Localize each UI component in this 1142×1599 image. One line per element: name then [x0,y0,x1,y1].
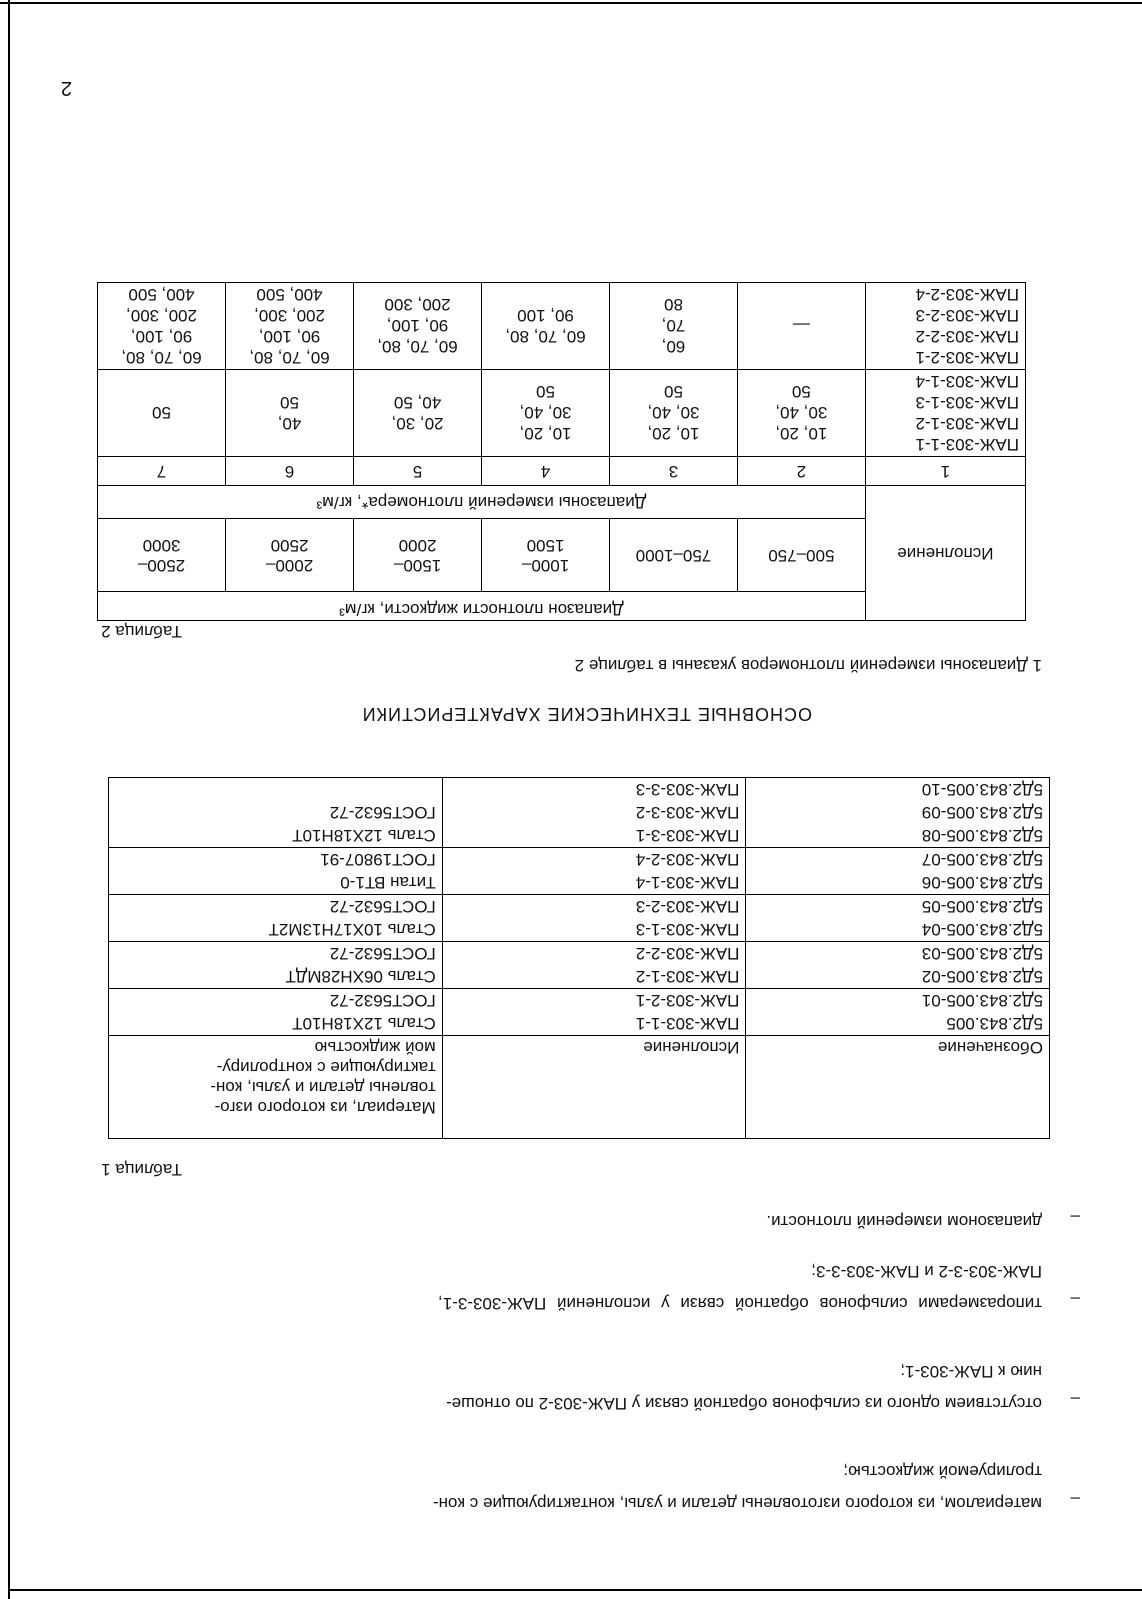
note-line: 1 Диапазоны измерений плотномеров указаны в таблице 2 [574,656,1042,675]
bullet-line: отсутствием одного из сильфонов обратной связи у ПАЖ-303-2 по отноше- [446,1394,1042,1413]
table2 [97,282,1026,621]
col-number: 4 [482,457,610,486]
table-cell: Титан ВТ1-0 [109,871,443,895]
range-cell: 2000– 2500 [226,519,354,592]
header-line: мой жидкостью [314,1038,436,1057]
table2-caption: Таблица 2 [101,622,182,641]
range-cell: 750–1000 [610,519,738,592]
page-number: 2 [60,77,72,99]
bullet-line: нию к ПАЖ-303-1; [900,1362,1042,1381]
table-cell: ПАЖ-303-3-1 [442,824,746,848]
table-cell: Сталь 06ХН28МДТ [109,965,443,989]
table1-header-material [109,1036,443,1139]
bullet-item [52,1255,1042,1319]
bullet-item [52,1355,1042,1419]
col-number: 7 [98,457,226,486]
range-cell: 1500– 2000 [354,519,482,592]
table2-cell: 60, 70, 80, 90, 100, 200, 300 [354,283,482,370]
header-line: товлены детали и узлы, кон- [210,1078,436,1097]
table-cell: 5Д2.843.005-04 [746,918,1050,942]
bullet-line: диапазоном измерений плотности. [766,1212,1042,1231]
bullet-line: тролируемой жидкостью; [843,1462,1042,1481]
bullet-item [52,1455,1042,1519]
table2-row-label: ПАЖ-303-1-1 ПАЖ-303-1-2 ПАЖ-303-1-3 ПАЖ-303-1-4 [865,370,1025,457]
table-cell: ПАЖ-303-1-4 [442,871,746,895]
table-cell: ГОСТ19807-91 [109,848,443,872]
table-cell: 5Д2.843.005 [746,1012,1050,1036]
page-frame-bottom [0,2,1142,4]
table1 [108,777,1050,1139]
table1-caption: Таблица 1 [101,1160,182,1179]
table-cell: 5Д2.843.005-07 [746,848,1050,872]
table2-cell: 60, 70, 80, 90, 100, 200, 300, 400, 500 [98,283,226,370]
table-cell: 5Д2.843.005-10 [746,778,1050,802]
table-cell: 5Д2.843.005-09 [746,801,1050,824]
range-cell: 1000– 1500 [482,519,610,592]
table-cell: ГОСТ5632-72 [109,801,443,824]
table-cell: ГОСТ5632-72 [109,942,443,966]
table1-header: Исполнение [442,1036,746,1139]
table1-header: Обозначение [746,1036,1050,1139]
bullet-line: ПАЖ-303-3-2 и ПАЖ-303-3-3; [811,1262,1042,1281]
table2-cell: 60, 70, 80 [610,283,738,370]
col-number: 2 [737,457,865,486]
table-cell: 5Д2.843.005-08 [746,824,1050,848]
table-cell [109,778,443,802]
bullet-dash: – [1070,1208,1080,1227]
table-cell: Сталь 12Х18Н10Т [109,824,443,848]
table-cell: ПАЖ-303-2-1 [442,989,746,1013]
table-cell: 5Д2.843.005-06 [746,871,1050,895]
col-number: 1 [865,457,1025,486]
table-cell: 5Д2.843.005-01 [746,989,1050,1013]
table2-cell: 10, 20, 30, 40, 50 [482,370,610,457]
table2-row-label: ПАЖ-303-2-1 ПАЖ-303-2-2 ПАЖ-303-2-3 ПАЖ-303-2-4 [865,283,1025,370]
table-cell: ПАЖ-303-3-3 [442,778,746,802]
bullet-dash: – [1070,1290,1080,1309]
page-frame-top [8,1589,1142,1591]
table-cell: 5Д2.843.005-03 [746,942,1050,966]
table2-liquid-density-header: Диапазон плотности жидкости, кг/м³ [98,592,866,621]
table-cell: ПАЖ-303-3-2 [442,801,746,824]
table-cell: ПАЖ-303-2-4 [442,848,746,872]
table-cell: ПАЖ-303-1-1 [442,1012,746,1036]
range-cell: 2500– 3000 [98,519,226,592]
table-cell: ПАЖ-303-2-3 [442,895,746,919]
table-cell: Сталь 10Х17Н13М2Т [109,918,443,942]
bullet-line: типоразмерами сильфонов обратной связи у исполнений ПАЖ-303-3-1, [438,1294,1042,1313]
section-title: ОСНОВНЫЕ ТЕХНИЧЕСКИЕ ХАРАКТЕРИСТИКИ [361,704,812,724]
table-cell: ПАЖ-303-2-2 [442,942,746,966]
table-cell: ПАЖ-303-1-3 [442,918,746,942]
table2-cell: 10, 20, 30, 40, 50 [737,370,865,457]
table2-cell: — [737,283,865,370]
col-number: 6 [226,457,354,486]
bullet-line: материалом, из которого изготовлены детали и узлы, контактирующие с кон- [432,1494,1042,1513]
table2-cell: 60, 70, 80, 90, 100, 200, 300, 400, 500 [226,283,354,370]
table2-measure-header: Диапазоны измерений плотномера*, кг/м³ [98,486,866,519]
table2-col-header: Исполнение [865,486,1025,621]
table-cell: 5Д2.843.005-02 [746,965,1050,989]
bullet-dash: – [1070,1490,1080,1509]
range-cell: 500–750 [737,519,865,592]
table2-cell: 60, 70, 80, 90, 100 [482,283,610,370]
col-number: 5 [354,457,482,486]
table2-cell: 50 [98,370,226,457]
table2-cell: 40, 50 [226,370,354,457]
table2-cell: 20, 30, 40, 50 [354,370,482,457]
table-cell: ГОСТ5632-72 [109,989,443,1013]
header-line: Материал, из которого изго- [214,1098,436,1117]
table2-cell: 10, 20, 30, 40, 50 [610,370,738,457]
bullet-dash: – [1070,1390,1080,1409]
table-cell: ГОСТ5632-72 [109,895,443,919]
table-cell: 5Д2.843.005-05 [746,895,1050,919]
table-cell: ПАЖ-303-1-2 [442,965,746,989]
table-cell: Сталь 12Х18Н10Т [109,1012,443,1036]
col-number: 3 [610,457,738,486]
bullet-item [52,1205,1042,1237]
header-line: тактирующие с контролиру- [216,1058,436,1077]
page-frame-right [8,0,10,1599]
